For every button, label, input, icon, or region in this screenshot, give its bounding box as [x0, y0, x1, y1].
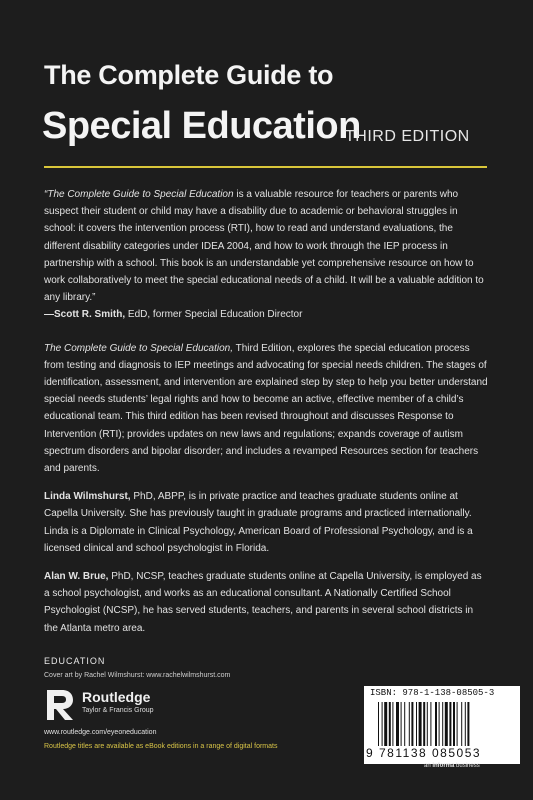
isbn-barcode	[364, 686, 520, 764]
barcode-bar	[389, 702, 391, 746]
barcode-bar	[435, 702, 437, 746]
informa-suffix: business	[454, 763, 480, 769]
author-bio-1	[44, 488, 488, 557]
book-description	[44, 340, 488, 478]
barcode-bar	[409, 702, 410, 746]
subject-category: EDUCATION	[44, 656, 106, 666]
routledge-logo-icon	[44, 688, 76, 722]
informa-brand: informa	[432, 763, 455, 769]
publisher-group: Taylor & Francis Group	[82, 707, 154, 714]
barcode-bar	[382, 702, 383, 746]
ebook-note: Routledge titles are available as eBook editions in a range of digital formats	[44, 743, 278, 750]
attribution-rest: EdD, former Special Education Director	[125, 309, 303, 321]
barcode-bars-icon	[378, 702, 514, 746]
endorsement-quote	[44, 186, 488, 306]
attribution-name: —Scott R. Smith,	[44, 309, 126, 321]
edition-label: THIRD EDITION	[345, 128, 470, 145]
barcode-bar	[461, 702, 462, 746]
author-bio-2	[44, 568, 488, 637]
isbn-label: ISBN: 978-1-138-08505-3	[370, 688, 495, 698]
author-2-name: Alan W. Brue,	[44, 571, 109, 583]
quote-text: is a valuable resource for teachers or parents who suspect their student or child may have a disability due to academic or behavioral struggles in school: it covers the intervention process (RTI), how to read and understand evaluations, the different disability categories under IDEA 2004, and how to work through the IEP process in partnership with a school. This book is an understandable yet comprehensive resource on how to work collaboratively to meet the special educational needs of a child. It will be a valuable addition to any library.”	[44, 189, 484, 304]
barcode-bar	[445, 702, 448, 746]
barcode-bar	[378, 702, 379, 746]
description-title: The Complete Guide to Special Education,	[44, 342, 233, 354]
barcode-bar	[427, 702, 428, 746]
barcode-bar	[396, 702, 399, 746]
author-1-name: Linda Wilmshurst,	[44, 491, 131, 503]
barcode-bar	[423, 702, 425, 746]
barcode-bar	[430, 702, 431, 746]
description-text: Third Edition, explores the special education process from testing and diagnosis to IEP meetings and advocating for special needs children. The stages of identification, assessment, and intervention are explained step by step to help you better understand special needs students’ legal rights and how to become an active, effective member of a child’s educational team. This third edition has been revised throughout and discusses Response to Intervention (RTI); provides updates on new laws and regulations; expands coverage of autism spectrum disorders and bipolar disorder; and includes a revamped Resources section for teachers and parents.	[44, 342, 488, 475]
author-1-text: PhD, ABPP, is in private practice and teaches graduate students online at Capella University. She has previously taught in graduate programs and practiced internationally. Linda is a Diplomate in Clinical Psychology, American Board of Professional Psychology, and is a licensed clinical and school psychologist in Florida.	[44, 491, 473, 554]
cover-art-credit: Cover art by Rachel Wilmshurst: www.rachelwilmshurst.com	[44, 672, 231, 679]
barcode-bar	[442, 702, 443, 746]
barcode-bar	[457, 702, 458, 746]
title-line-2: Special Education	[42, 105, 361, 147]
barcode-bar	[465, 702, 466, 746]
barcode-bar	[411, 702, 413, 746]
informa-credit	[424, 763, 480, 769]
title-line-1: The Complete Guide to	[44, 60, 334, 90]
barcode-bar	[439, 702, 440, 746]
isbn-digits: 9 781138 085053	[366, 746, 482, 760]
author-2-text: PhD, NCSP, teaches graduate students online at Capella University, is employed as a school psychologist, and works as an educational consultant. A Nationally Certified School Psychologist (NCSP), he has served students, teachers, and parents in several school districts in the Atlanta metro area.	[44, 571, 482, 634]
barcode-bar	[416, 702, 417, 746]
barcode-bar	[401, 702, 402, 746]
barcode-bar	[467, 702, 469, 746]
barcode-bar	[384, 702, 387, 746]
barcode-bar	[419, 702, 422, 746]
endorsement-attribution	[44, 306, 488, 323]
barcode-bar	[453, 702, 455, 746]
accent-rule	[44, 166, 487, 168]
publisher-name: Routledge	[82, 689, 151, 705]
quote-title: “The Complete Guide to Special Education	[44, 189, 234, 200]
barcode-bar	[449, 702, 451, 746]
informa-prefix: an	[424, 763, 433, 769]
body-text	[44, 186, 488, 637]
barcode-bar	[392, 702, 393, 746]
publisher-url: www.routledge.com/eyeoneducation	[44, 729, 157, 736]
barcode-bar	[404, 702, 405, 746]
